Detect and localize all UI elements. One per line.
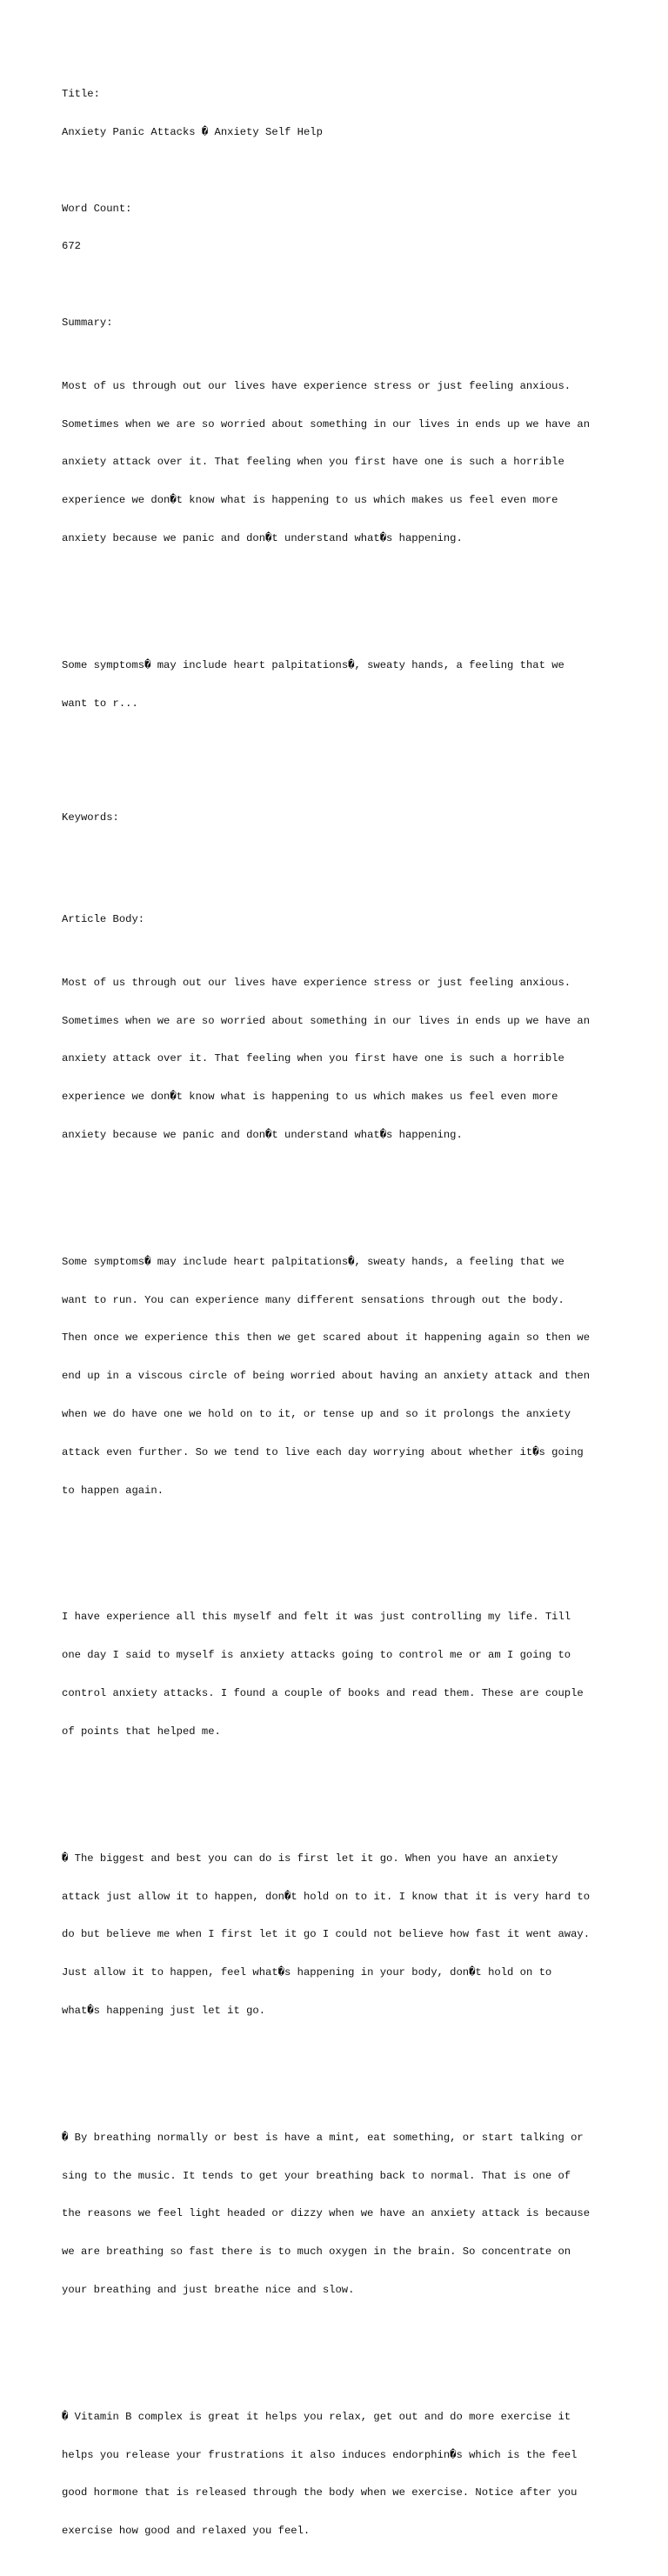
- text-line: exercise how good and relaxed you feel.: [62, 2525, 311, 2538]
- body-paragraph-4: [62, 1827, 636, 2043]
- text-line: anxiety attack over it. That feeling when you first have one is such a horrible: [62, 1052, 564, 1065]
- text-line: your breathing and just breathe nice and slow.: [62, 2283, 355, 2296]
- text-line: good hormone that is released through the body when we exercise. Notice after you: [62, 2486, 578, 2499]
- word-count-value: 672: [62, 240, 81, 253]
- text-line: � The biggest and best you can do is first let it go. When you have an anxiety: [62, 1852, 558, 1865]
- text-line: anxiety because we panic and don�t understand what�s happening.: [62, 531, 463, 544]
- text-line: one day I said to myself is anxiety attacks going to control me or am I going to: [62, 1649, 571, 1662]
- text-line: want to run. You can experience many different sensations through out the body.: [62, 1293, 564, 1306]
- text-line: sing to the music. It tends to get your breathing back to normal. That is one of: [62, 2169, 571, 2182]
- text-line: attack just allow it to happen, don�t hold on to it. I know that it is very hard to: [62, 1890, 591, 1903]
- body-paragraph-6: [62, 2386, 636, 2563]
- article-body-label: Article Body:: [62, 912, 145, 925]
- text-line: to happen again.: [62, 1484, 164, 1497]
- body-paragraph-3: [62, 1585, 636, 1763]
- text-line: end up in a viscous circle of being worried about having an anxiety attack and then: [62, 1370, 591, 1383]
- text-line: Most of us through out our lives have experience stress or just feeling anxious.: [62, 379, 571, 392]
- word-count-label: Word Count:: [62, 202, 132, 215]
- text-line: � Vitamin B complex is great it helps you relax, get out and do more exercise it: [62, 2410, 571, 2423]
- text-line: Sometimes when we are so worried about something in our lives in ends up we have an: [62, 1014, 591, 1027]
- text-line: when we do have one we hold on to it, or tense up and so it prolongs the anxiety: [62, 1407, 571, 1420]
- summary-paragraph-2: [62, 634, 636, 736]
- text-line: Some symptoms� may include heart palpitations�, sweaty hands, a feeling that we: [62, 1255, 564, 1268]
- text-line: what�s happening just let it go.: [62, 2004, 266, 2017]
- text-line: of points that helped me.: [62, 1725, 221, 1738]
- document-page: [62, 63, 636, 2576]
- text-line: anxiety because we panic and don�t understand what�s happening.: [62, 1128, 463, 1141]
- title-label: Title:: [62, 88, 100, 101]
- text-line: Sometimes when we are so worried about something in our lives in ends up we have an: [62, 417, 591, 430]
- keywords-label: Keywords:: [62, 811, 119, 824]
- text-line: helps you release your frustrations it also induces endorphin�s which is the feel: [62, 2448, 578, 2461]
- text-line: control anxiety attacks. I found a couple of books and read them. These are couple: [62, 1687, 584, 1700]
- text-line: experience we don�t know what is happening to us which makes us feel even more: [62, 494, 558, 507]
- text-line: I have experience all this myself and felt it was just controlling my life. Till: [62, 1611, 571, 1624]
- summary-paragraph-1: [62, 355, 636, 571]
- body-paragraph-2: [62, 1231, 636, 1523]
- text-line: Most of us through out our lives have experience stress or just feeling anxious.: [62, 976, 571, 989]
- body-paragraph-1: [62, 951, 636, 1167]
- text-line: want to r...: [62, 697, 138, 710]
- text-line: experience we don�t know what is happening to us which makes us feel even more: [62, 1091, 558, 1104]
- text-line: the reasons we feel light headed or dizzy when we have an anxiety attack is because: [62, 2207, 591, 2220]
- text-line: do but believe me when I first let it go I could not believe how fast it went away.: [62, 1928, 591, 1941]
- summary-label: Summary:: [62, 316, 113, 329]
- text-line: Some symptoms� may include heart palpitations�, sweaty hands, a feeling that we: [62, 658, 564, 671]
- text-line: � By breathing normally or best is have a mint, eat something, or start talking or: [62, 2131, 584, 2144]
- title-value: Anxiety Panic Attacks � Anxiety Self Help: [62, 125, 323, 138]
- text-line: Just allow it to happen, feel what�s happening in your body, don�t hold on to: [62, 1966, 552, 1979]
- text-line: attack even further. So we tend to live each day worrying about whether it�s going: [62, 1445, 584, 1458]
- text-line: we are breathing so fast there is to much oxygen in the brain. So concentrate on: [62, 2246, 571, 2259]
- text-line: anxiety attack over it. That feeling when you first have one is such a horrible: [62, 456, 564, 469]
- body-paragraph-5: [62, 2106, 636, 2322]
- text-line: Then once we experience this then we get scared about it happening again so then we: [62, 1331, 591, 1345]
